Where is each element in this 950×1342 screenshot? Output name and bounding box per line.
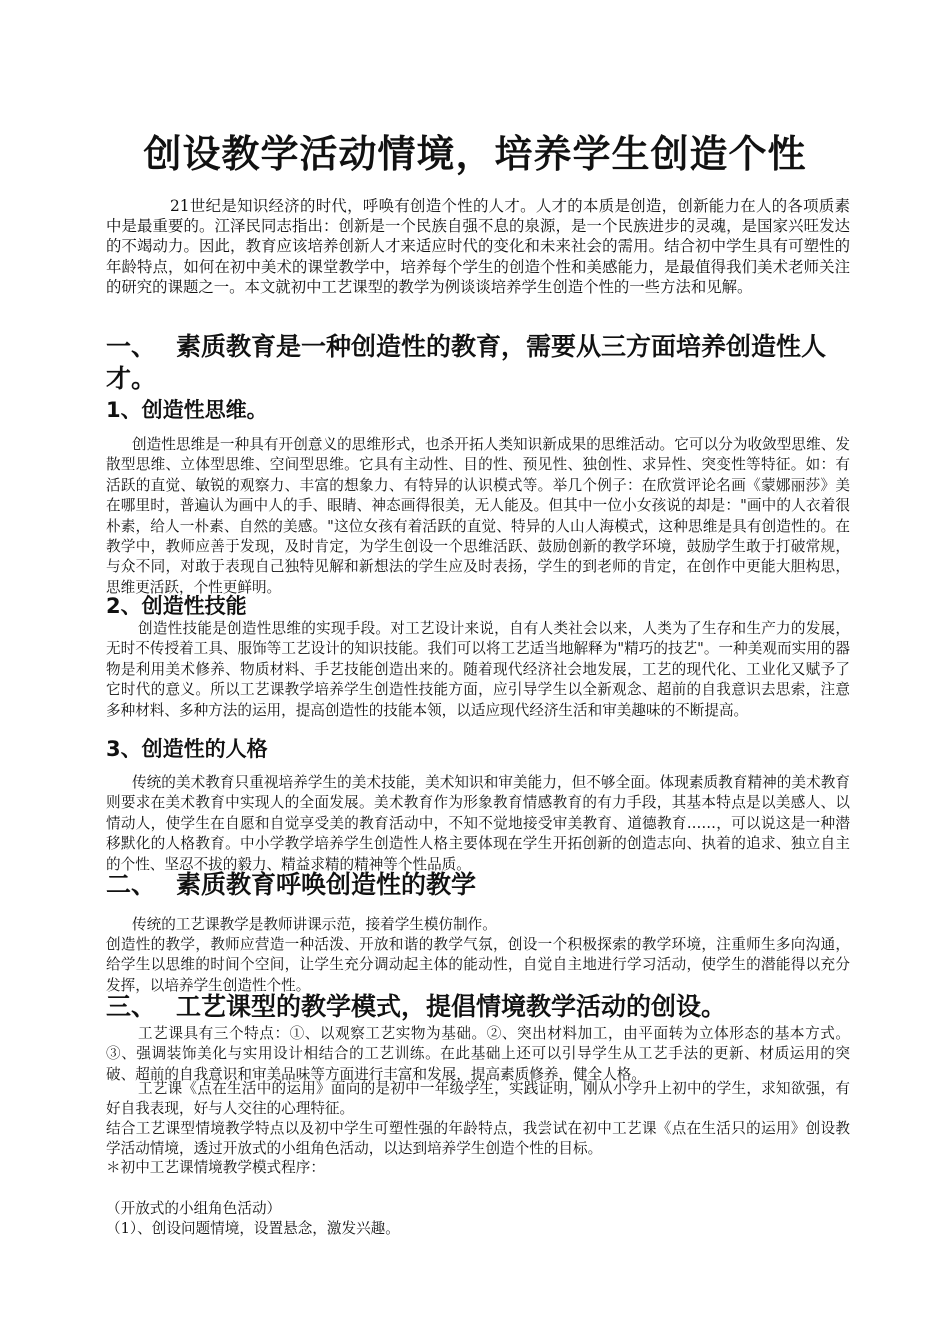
- subsection-2-body: [106, 619, 850, 721]
- subsection-3-heading: 3、创造性的人格: [106, 737, 268, 761]
- section-3-title: 工艺课型的教学模式，提倡情境教学活动的创设。: [176, 992, 727, 1021]
- section-3-paragraph-3: [106, 1119, 850, 1160]
- section-3-paragraph-2: [106, 1079, 850, 1120]
- section-3-heading: [106, 991, 850, 1023]
- procedure-subtitle: （开放式的小组角色活动）: [106, 1200, 282, 1217]
- subsection-1-heading: 1、创造性思维。: [106, 398, 268, 422]
- procedure-label: ＊初中工艺课情境教学模式程序：: [106, 1159, 325, 1176]
- section-3-paragraph-1: [106, 1024, 850, 1085]
- subsection-3-text: 传统的美术教育只重视培养学生的美术技能，美术知识和审美能力，但不够全面。体现素质教育精神的美术教育则要求在美术教育中实现人的全面发展。美术教育作为形象教育情感教育的有力手段，其基本特点是以美感人、以情动人，使学生在自愿和自觉享受美的教育活动中，不知不觉地接受审美教育、道德教育……，可以说这是一种潜移默化的人格教育。中小学教学培养学生创造性人格主要体现在学生开拓创新的创造志向、执着的追求、独立自主的个性、坚忍不拔的毅力、精益求精的精神等个性品质。: [106, 774, 850, 873]
- section-2-paragraph-2-text: 创造性的教学，教师应营造一种活泼、开放和谐的教学气氛，创设一个积极探索的教学环境，注重师生多向沟通，给学生以思维的时间个空间，让学生充分调动起主体的能动性，自觉自主地进行学习活动，使学生的潜能得以充分发挥，以培养学生创造性个性。: [106, 936, 850, 994]
- subsection-2-text: 创造性技能是创造性思维的实现手段。对工艺设计来说，自有人类社会以来，人类为了生存和生产力的发展，无时不传授着工具、服饰等工艺设计的知识技能。我们可以将工艺适当地解释为"精巧的技艺"。一种美观而实用的器物是利用美术修养、物质材料、手艺技能创造出来的。随着现代经济社会地发展，工艺的现代化、工业化又赋予了它时代的意义。所以工艺课教学培养学生创造性技能方面，应引导学生以全新观念、超前的自我意识去思索，注意多种材料、多种方法的运用，提高创造性的技能本领，以适应现代经济生活和审美趣味的不断提高。: [106, 620, 850, 719]
- section-2-paragraph-1: 传统的工艺课教学是教师讲课示范，接着学生模仿制作。: [132, 916, 497, 933]
- section-2-paragraph-2: [106, 935, 850, 996]
- section-1-title: 素质教育是一种创造性的教育，需要从三方面培养创造性人才。: [106, 332, 827, 393]
- section-1-number: 一、: [106, 332, 157, 361]
- intro-text: 21世纪是知识经济的时代，呼唤有创造个性的人才。人才的本质是创造，创新能力在人的各项质素中是最重要的。江泽民同志指出：创新是一个民族自强不息的泉源，是一个民族进步的灵魂，是国家兴旺发达的不竭动力。因此，教育应该培养创新人才来适应时代的变化和未来社会的需用。结合初中学生具有可塑性的年龄特点，如何在初中美术的课堂教学中，培养每个学生的创造个性和美感能力，是最值得我们美术老师关注的研究的课题之一。本文就初中工艺课型的教学为例谈谈培养学生创造个性的一些方法和见解。: [106, 197, 850, 296]
- section-3-paragraph-2-text: 工艺课《点在生活中的运用》面向的是初中一年级学生，实践证明，刚从小学升上初中的学生，求知欲强，有好自我表现，好与人交往的心理特征。: [106, 1080, 850, 1118]
- subsection-3-body: [106, 773, 850, 875]
- section-1-heading: [106, 331, 850, 395]
- subsection-1-text: 创造性思维是一种具有开创意义的思维形式，也杀开拓人类知识新成果的思维活动。它可以分为收敛型思维、发散型思维、立体型思维、空间型思维。它具有主动性、目的性、预见性、独创性、求异性、突变性等特征。如：有活跃的直觉、敏锐的观察力、丰富的想象力、有特异的认识模式等。举几个例子：在欣赏评论名画《蒙娜丽莎》美在哪里时，普遍认为画中人的手、眼睛、神态画得很美，无人能及。但其中一位小女孩说的却是："画中的人衣着很朴素，给人一朴素、自然的美感。"这位女孩有着活跃的直觉、特异的人山人海模式，这种思维是具有创造性的。在教学中，教师应善于发现，及时肯定，为学生创设一个思维活跃、鼓励创新的教学环境，鼓励学生敢于打破常规，与众不同，对敢于表现自己独特见解和新想法的学生应及时表扬，学生的到老师的肯定，在创作中更能大胆构思，思维更活跃，个性更鲜明。: [106, 436, 850, 596]
- section-3-paragraph-3-text: 结合工艺课型情境教学特点以及初中学生可塑性强的年龄特点，我尝试在初中工艺课《点在生活只的运用》创设教学活动情境，透过开放式的小组角色活动，以达到培养学生创造个性的目标。: [106, 1120, 850, 1158]
- document-title: 创设教学活动情境，培养学生创造个性: [143, 132, 807, 177]
- section-2-number: 二、: [106, 870, 157, 899]
- intro-paragraph: [106, 196, 850, 297]
- subsection-2-heading: 2、创造性技能: [106, 594, 247, 618]
- section-2-heading: [106, 869, 850, 901]
- subsection-1-body: [106, 435, 850, 598]
- section-3-paragraph-1-text: 工艺课具有三个特点：①、以观察工艺实物为基础。②、突出材料加工，由平面转为立体形态的基本方式。③、强调装饰美化与实用设计相结合的工艺训练。在此基础上还可以引导学生从工艺手法的更新、材质运用的突破、超前的自我意识和审美品味等方面进行丰富和发展，提高素质修养，健全人格。: [106, 1025, 850, 1083]
- section-3-number: 三、: [106, 992, 157, 1021]
- section-2-title: 素质教育呼唤创造性的教学: [176, 870, 477, 899]
- procedure-step-1: （1）、创设问题情境，设置悬念，激发兴趣。: [106, 1220, 400, 1237]
